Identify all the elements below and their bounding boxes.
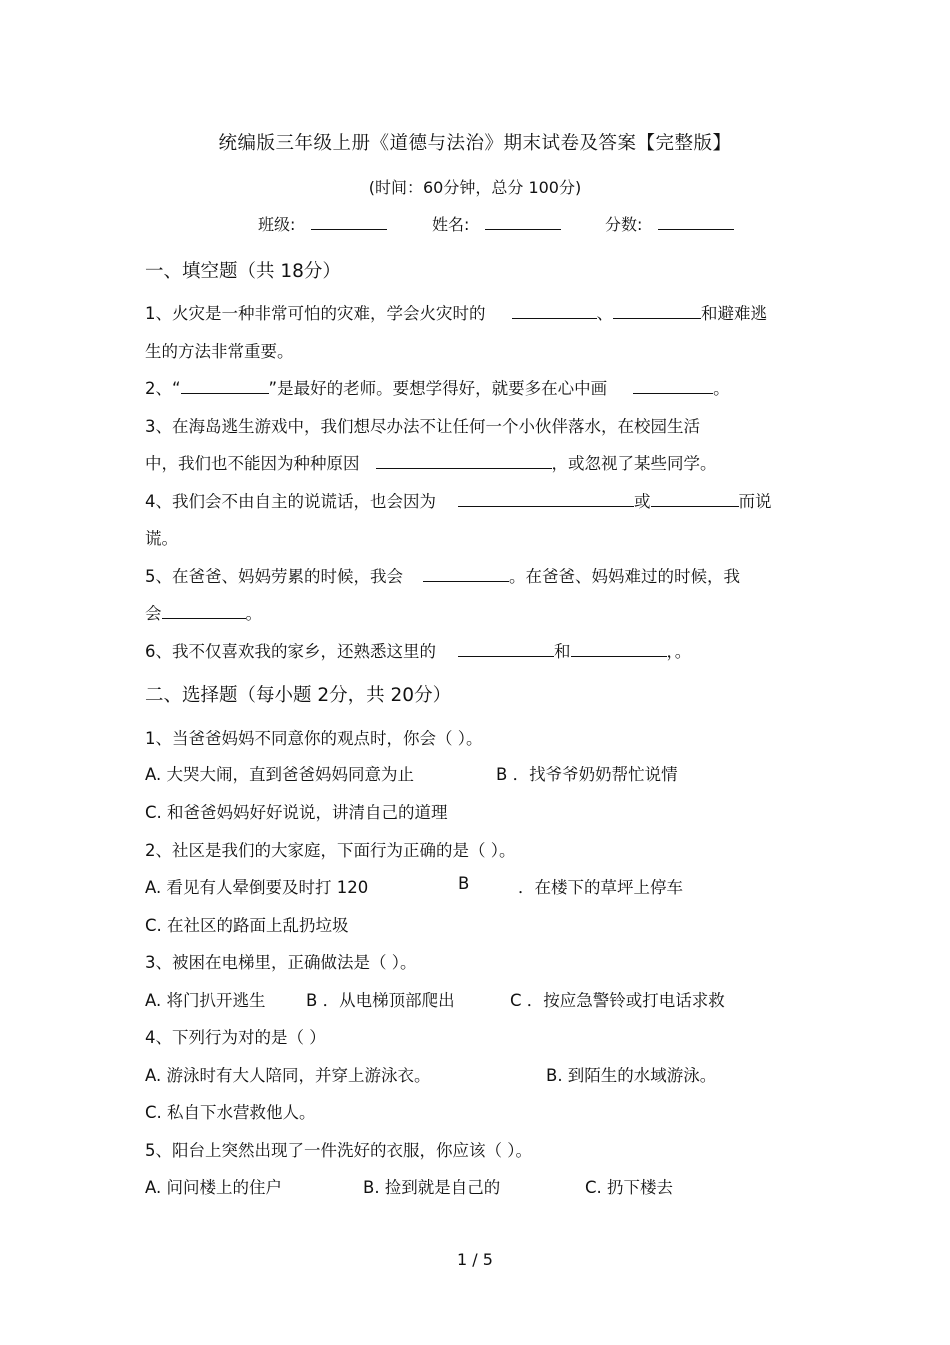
choice-question-3: 3、被困在电梯里，正确做法是（ ）。	[145, 953, 417, 972]
fill-question-6	[145, 638, 691, 662]
answer-blank	[458, 640, 554, 657]
question-text: 会	[145, 604, 162, 623]
answer-blank	[571, 640, 667, 657]
fill-question-1-cont: 生的方法非常重要。	[145, 342, 294, 361]
class-field	[258, 212, 387, 235]
answer-blank	[162, 602, 246, 619]
question-text: 和避难逃	[701, 304, 767, 323]
question-text: 2、“	[145, 379, 181, 398]
class-label: 班级:	[258, 215, 296, 234]
answer-blank	[613, 302, 701, 319]
score-field	[605, 212, 734, 235]
question-text: 。	[245, 604, 262, 623]
question-text: ，。	[666, 642, 692, 661]
choice-option-letter: B	[458, 874, 470, 893]
choice-option: B ．找爷爷奶奶帮忙说情	[496, 765, 678, 784]
page-title: 统编版三年级上册《道德与法治》期末试卷及答案【完整版】	[218, 133, 732, 154]
answer-blank	[512, 302, 597, 319]
choice-question-5: 5、阳台上突然出现了一件洗好的衣服，你应该（ ）。	[145, 1141, 532, 1160]
question-text: 中，我们也不能因为种种原因	[145, 454, 360, 473]
question-text: ”是最好的老师。要想学得好，就要多在心中画	[268, 379, 608, 398]
choice-option: C. 和爸爸妈妈好好说说，讲清自己的道理	[145, 803, 448, 822]
question-text: ，或忽视了某些同学。	[551, 454, 717, 473]
choice-option: ．在楼下的草坪上停车	[518, 878, 683, 897]
fill-question-1	[145, 300, 767, 324]
fill-question-5	[145, 563, 740, 587]
score-blank	[658, 213, 734, 230]
section-fill-in: 一、填空题（共 18分）	[145, 261, 341, 282]
fill-question-2	[145, 375, 730, 399]
question-text: 、	[596, 304, 613, 323]
question-text: 4、我们会不由自主的说谎话，也会因为	[145, 492, 436, 511]
choice-question-2: 2、社区是我们的大家庭，下面行为正确的是（ ）。	[145, 841, 516, 860]
answer-blank	[651, 490, 739, 507]
choice-option: A. 看见有人晕倒要及时打 120	[145, 878, 369, 897]
choice-option: C. 在社区的路面上乱扔垃圾	[145, 916, 349, 935]
section-multiple-choice: 二、选择题（每小题 2分，共 20分）	[145, 685, 452, 706]
choice-option: C ．按应急警铃或打电话求救	[510, 991, 725, 1010]
score-label: 分数:	[605, 215, 643, 234]
question-text: 。	[713, 379, 730, 398]
answer-blank	[376, 452, 552, 469]
question-text: 或	[634, 492, 651, 511]
choice-option: C. 私自下水营救他人。	[145, 1103, 316, 1122]
choice-option: A. 将门扒开逃生	[145, 991, 266, 1010]
choice-option: A. 游泳时有大人陪同，并穿上游泳衣。	[145, 1066, 431, 1085]
question-text: 。在爸爸、妈妈难过的时候，我	[509, 567, 740, 586]
exam-time-info: (时间：60分钟，总分 100分)	[368, 178, 582, 197]
class-blank	[311, 213, 387, 230]
page-number: 1 / 5	[457, 1250, 493, 1269]
name-field	[432, 212, 561, 235]
choice-option: A. 大哭大闹，直到爸爸妈妈同意为止	[145, 765, 414, 784]
fill-question-4	[145, 488, 772, 512]
question-text: 和	[554, 642, 571, 661]
question-text: 6、我不仅喜欢我的家乡，还熟悉这里的	[145, 642, 436, 661]
fill-question-3-cont	[145, 450, 717, 474]
choice-option: A. 问问楼上的住户	[145, 1178, 282, 1197]
choice-option: B ．从电梯顶部爬出	[306, 991, 455, 1010]
name-blank	[485, 213, 561, 230]
question-text: 5、在爸爸、妈妈劳累的时候，我会	[145, 567, 403, 586]
fill-question-4-cont: 谎。	[145, 529, 178, 548]
choice-question-1: 1、当爸爸妈妈不同意你的观点时，你会（ ）。	[145, 729, 483, 748]
choice-option: B. 捡到就是自己的	[363, 1178, 501, 1197]
choice-question-4: 4、下列行为对的是（ ）	[145, 1028, 326, 1047]
fill-question-5-cont	[145, 600, 262, 624]
answer-blank	[633, 377, 713, 394]
fill-question-3: 3、在海岛逃生游戏中，我们想尽办法不让任何一个小伙伴落水，在校园生活	[145, 417, 700, 436]
answer-blank	[423, 565, 509, 582]
question-text: 而说	[738, 492, 772, 511]
question-text: 1、火灾是一种非常可怕的灾难，学会火灾时的	[145, 304, 486, 323]
answer-blank	[181, 377, 269, 394]
answer-blank	[458, 490, 634, 507]
choice-option: B. 到陌生的水域游泳。	[546, 1066, 717, 1085]
choice-option: C. 扔下楼去	[585, 1178, 674, 1197]
name-label: 姓名:	[432, 215, 470, 234]
